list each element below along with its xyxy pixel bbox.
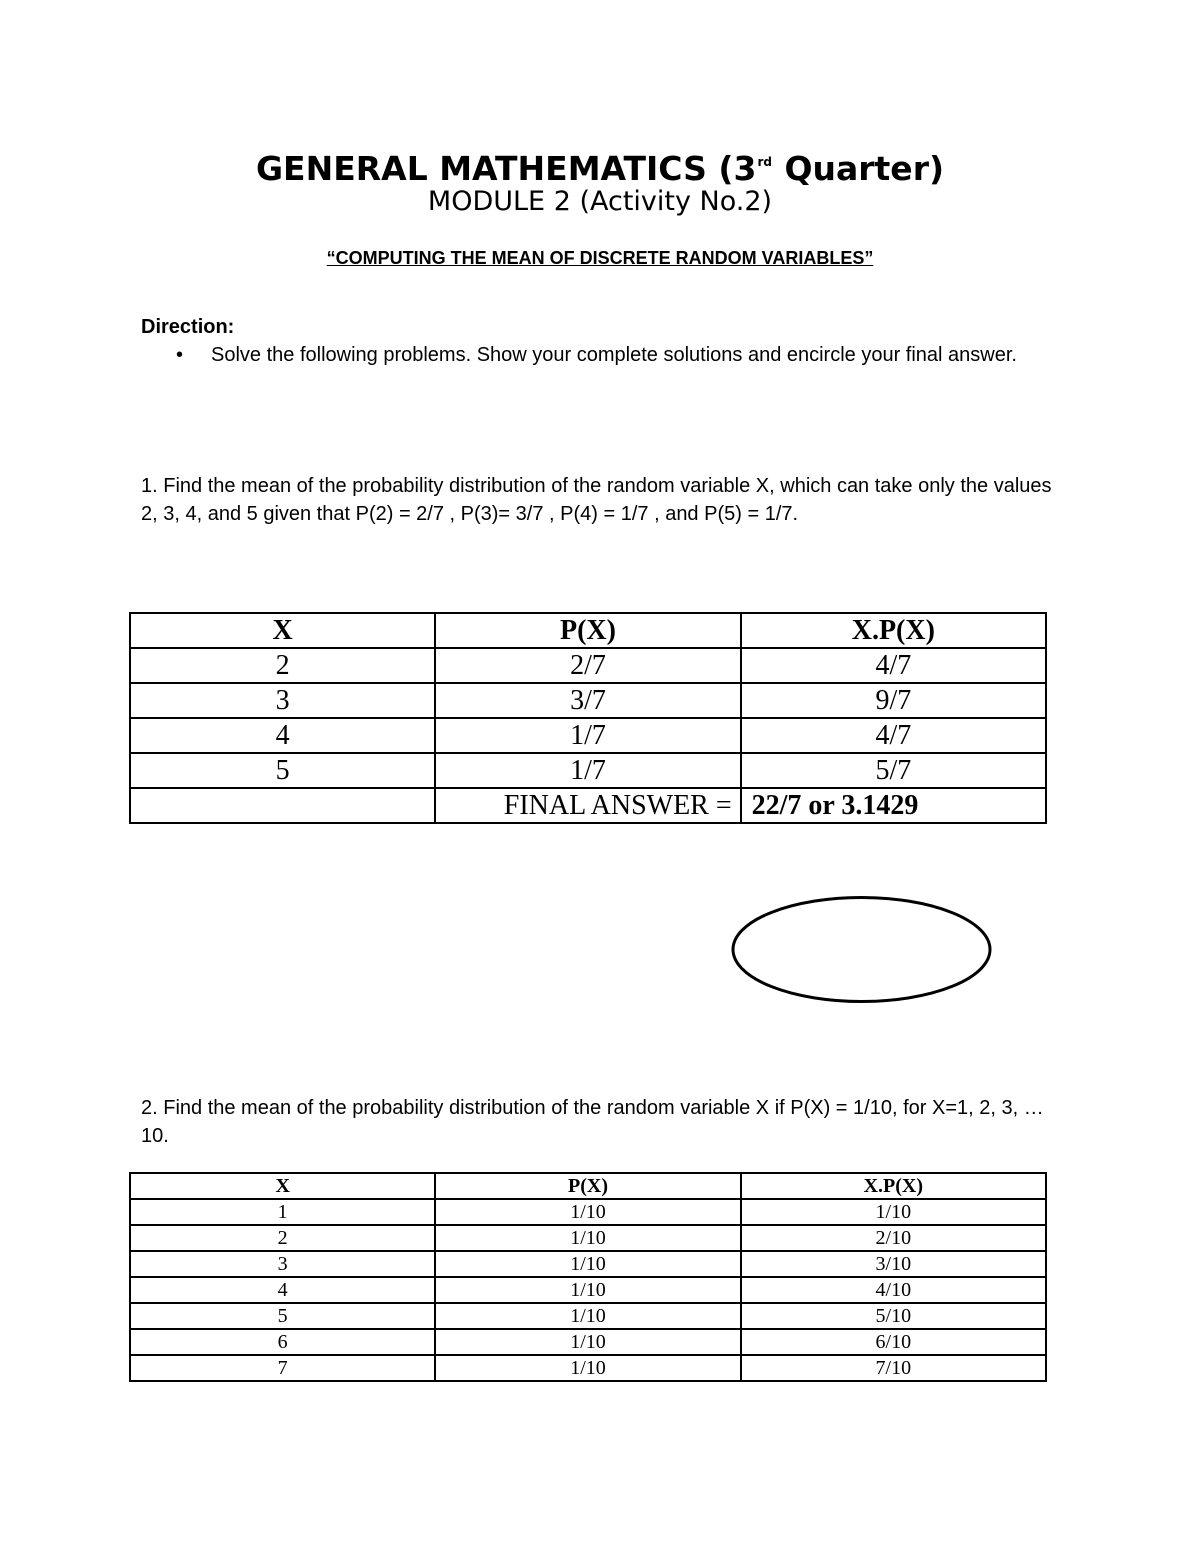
table-row <box>130 1303 1046 1329</box>
cell-xpx: 4/7 <box>741 648 1046 683</box>
direction-text: Solve the following problems. Show your complete solutions and encircle your final answer. <box>211 344 1017 366</box>
cell-px: 1/10 <box>435 1199 740 1225</box>
final-answer-row <box>130 788 1046 823</box>
cell-x: 7 <box>130 1355 435 1381</box>
column-header-px: P(X) <box>435 613 740 648</box>
column-header-x: X <box>130 1173 435 1199</box>
title-superscript: rd <box>757 155 772 169</box>
column-header-xpx: X.P(X) <box>741 613 1046 648</box>
cell-x: 4 <box>130 1277 435 1303</box>
cell-px: 1/7 <box>435 753 740 788</box>
cell-px: 1/7 <box>435 718 740 753</box>
title-main: GENERAL MATHEMATICS (3 <box>255 149 757 188</box>
column-header-px: P(X) <box>435 1173 740 1199</box>
cell-px: 1/10 <box>435 1225 740 1251</box>
cell-xpx: 9/7 <box>741 683 1046 718</box>
cell-x: 6 <box>130 1329 435 1355</box>
cell-x: 3 <box>130 683 435 718</box>
cell-xpx: 4/7 <box>741 718 1046 753</box>
cell-x: 3 <box>130 1251 435 1277</box>
table-row <box>130 1277 1046 1303</box>
cell-xpx: 6/10 <box>741 1329 1046 1355</box>
table-row <box>130 683 1046 718</box>
table-row <box>130 1251 1046 1277</box>
table-row <box>130 648 1046 683</box>
answer-circle <box>731 895 992 1004</box>
cell-px: 2/7 <box>435 648 740 683</box>
cell-xpx: 3/10 <box>741 1251 1046 1277</box>
cell-xpx: 7/10 <box>741 1355 1046 1381</box>
cell-px: 1/10 <box>435 1251 740 1277</box>
final-answer-label: FINAL ANSWER = <box>435 788 740 823</box>
problem-2-text: 2. Find the mean of the probability distribution of the random variable X if P(X) = 1/10, for X=1, 2, 3, …10. <box>141 1097 1044 1147</box>
cell-x: 5 <box>130 1303 435 1329</box>
cell-x: 2 <box>130 1225 435 1251</box>
cell-px: 1/10 <box>435 1355 740 1381</box>
cell-xpx: 4/10 <box>741 1277 1046 1303</box>
cell-px: 1/10 <box>435 1329 740 1355</box>
module-subtitle: MODULE 2 (Activity No.2) <box>427 186 773 217</box>
table-row <box>130 1225 1046 1251</box>
empty-cell <box>130 788 435 823</box>
column-header-xpx: X.P(X) <box>741 1173 1046 1199</box>
bullet-icon: • <box>176 344 184 366</box>
problem-1-table <box>129 612 1047 824</box>
table-row <box>130 1199 1046 1225</box>
cell-px: 1/10 <box>435 1277 740 1303</box>
final-answer-value: 22/7 or 3.1429 <box>741 788 1046 823</box>
cell-x: 4 <box>130 718 435 753</box>
cell-xpx: 5/7 <box>741 753 1046 788</box>
column-header-x: X <box>130 613 435 648</box>
direction-label: Direction: <box>141 316 235 338</box>
problem-1-text: 1. Find the mean of the probability distribution of the random variable X, which can take only the values 2, 3, 4, and 5 given that P(2) = 2/7 , P(3)= 3/7 , P(4) = 1/7 , and P(5) = 1/7. <box>141 475 1052 525</box>
table-row <box>130 1329 1046 1355</box>
cell-px: 3/7 <box>435 683 740 718</box>
cell-xpx: 2/10 <box>741 1225 1046 1251</box>
cell-x: 5 <box>130 753 435 788</box>
cell-px: 1/10 <box>435 1303 740 1329</box>
table-row <box>130 753 1046 788</box>
cell-xpx: 1/10 <box>741 1199 1046 1225</box>
title-end: Quarter) <box>772 149 945 188</box>
topic-heading: “COMPUTING THE MEAN OF DISCRETE RANDOM VARIABLES” <box>326 248 874 268</box>
cell-x: 1 <box>130 1199 435 1225</box>
table-row <box>130 718 1046 753</box>
table-header-row <box>130 1173 1046 1199</box>
table-row <box>130 1355 1046 1381</box>
cell-x: 2 <box>130 648 435 683</box>
problem-2-table <box>129 1172 1047 1382</box>
cell-xpx: 5/10 <box>741 1303 1046 1329</box>
table-header-row <box>130 613 1046 648</box>
